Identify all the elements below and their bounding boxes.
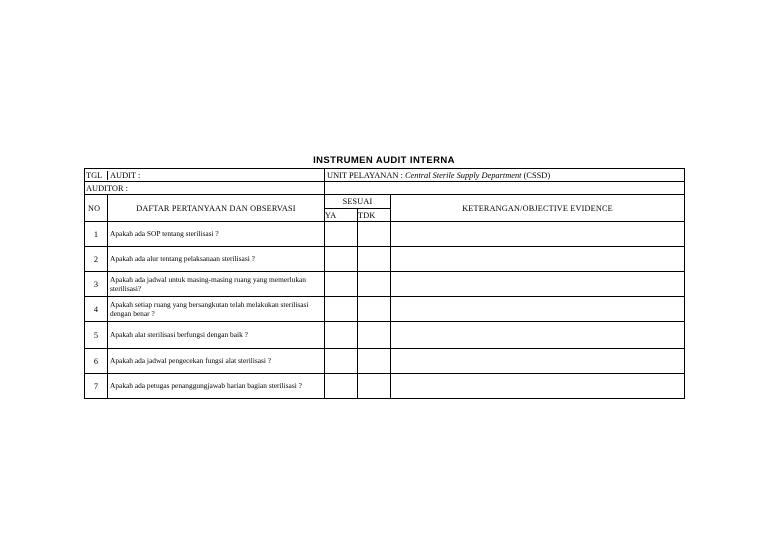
auditor-cell[interactable] <box>85 182 325 195</box>
row-question: Apakah setiap ruang yang bersangkutan telah melakukan sterilisasi dengan benar ? <box>108 297 325 322</box>
row-question: Apakah ada jadwal untuk masing-masing ruang yang memerlukan sterilisasi? <box>108 272 325 297</box>
row-question: Apakah ada SOP tentang sterilisasi ? <box>108 222 325 247</box>
tdk-header: TDK <box>358 209 391 222</box>
tdk-cell[interactable] <box>358 322 391 349</box>
keterangan-cell[interactable] <box>391 297 685 322</box>
unit-code: (CSSD) <box>523 170 551 180</box>
ya-cell[interactable] <box>325 247 358 272</box>
keterangan-cell[interactable] <box>391 322 685 349</box>
row-number: 2 <box>85 247 108 272</box>
tdk-cell[interactable] <box>358 222 391 247</box>
unit-pelayanan-cell[interactable] <box>325 169 685 182</box>
tgl-label: TGL <box>85 171 108 180</box>
table-row <box>85 322 685 349</box>
document-title: INSTRUMEN AUDIT INTERNA <box>313 155 455 166</box>
keterangan-cell[interactable] <box>391 222 685 247</box>
row-number: 3 <box>85 272 108 297</box>
header-row-auditor <box>85 182 685 195</box>
tdk-cell[interactable] <box>358 297 391 322</box>
keterangan-cell[interactable] <box>391 247 685 272</box>
keterangan-header: KETERANGAN/OBJECTIVE EVIDENCE <box>391 195 685 222</box>
header-row-tgl <box>85 169 685 182</box>
table-row <box>85 297 685 322</box>
row-number: 4 <box>85 297 108 322</box>
tdk-cell[interactable] <box>358 247 391 272</box>
table-row <box>85 272 685 297</box>
keterangan-cell[interactable] <box>391 349 685 374</box>
table-row <box>85 349 685 374</box>
tdk-cell[interactable] <box>358 374 391 399</box>
ya-cell[interactable] <box>325 374 358 399</box>
keterangan-cell[interactable] <box>391 272 685 297</box>
ya-header: YA <box>325 209 358 222</box>
column-header-row-1 <box>85 195 685 209</box>
tdk-cell[interactable] <box>358 349 391 374</box>
auditor-blank-cell[interactable] <box>325 182 685 195</box>
tdk-cell[interactable] <box>358 272 391 297</box>
table-row <box>85 374 685 399</box>
row-number: 1 <box>85 222 108 247</box>
ya-cell[interactable] <box>325 222 358 247</box>
row-number: 7 <box>85 374 108 399</box>
ya-cell[interactable] <box>325 349 358 374</box>
no-header: NO <box>85 195 108 222</box>
audit-label: AUDIT : <box>110 170 141 180</box>
question-header: DAFTAR PERTANYAAN DAN OBSERVASI <box>108 195 325 222</box>
unit-name: Central Sterile Supply Department <box>404 170 522 180</box>
row-question: Apakah ada alur tentang pelaksanaan sterilisasi ? <box>108 247 325 272</box>
tgl-audit-cell[interactable] <box>85 169 325 182</box>
row-number: 5 <box>85 322 108 349</box>
row-question: Apakah ada petugas penanggungjawab harian bagian sterilisasi ? <box>108 374 325 399</box>
row-question: Apakah alat sterilisasi berfungsi dengan baik ? <box>108 322 325 349</box>
table-row <box>85 247 685 272</box>
audit-table <box>84 168 685 399</box>
table-row <box>85 222 685 247</box>
auditor-label: AUDITOR : <box>86 183 128 193</box>
row-question: Apakah ada jadwal pengecekan fungsi alat sterilisasi ? <box>108 349 325 374</box>
row-number: 6 <box>85 349 108 374</box>
ya-cell[interactable] <box>325 272 358 297</box>
unit-label: UNIT PELAYANAN : <box>327 170 403 180</box>
ya-cell[interactable] <box>325 322 358 349</box>
keterangan-cell[interactable] <box>391 374 685 399</box>
sesuai-header: SESUAI <box>325 195 391 209</box>
ya-cell[interactable] <box>325 297 358 322</box>
